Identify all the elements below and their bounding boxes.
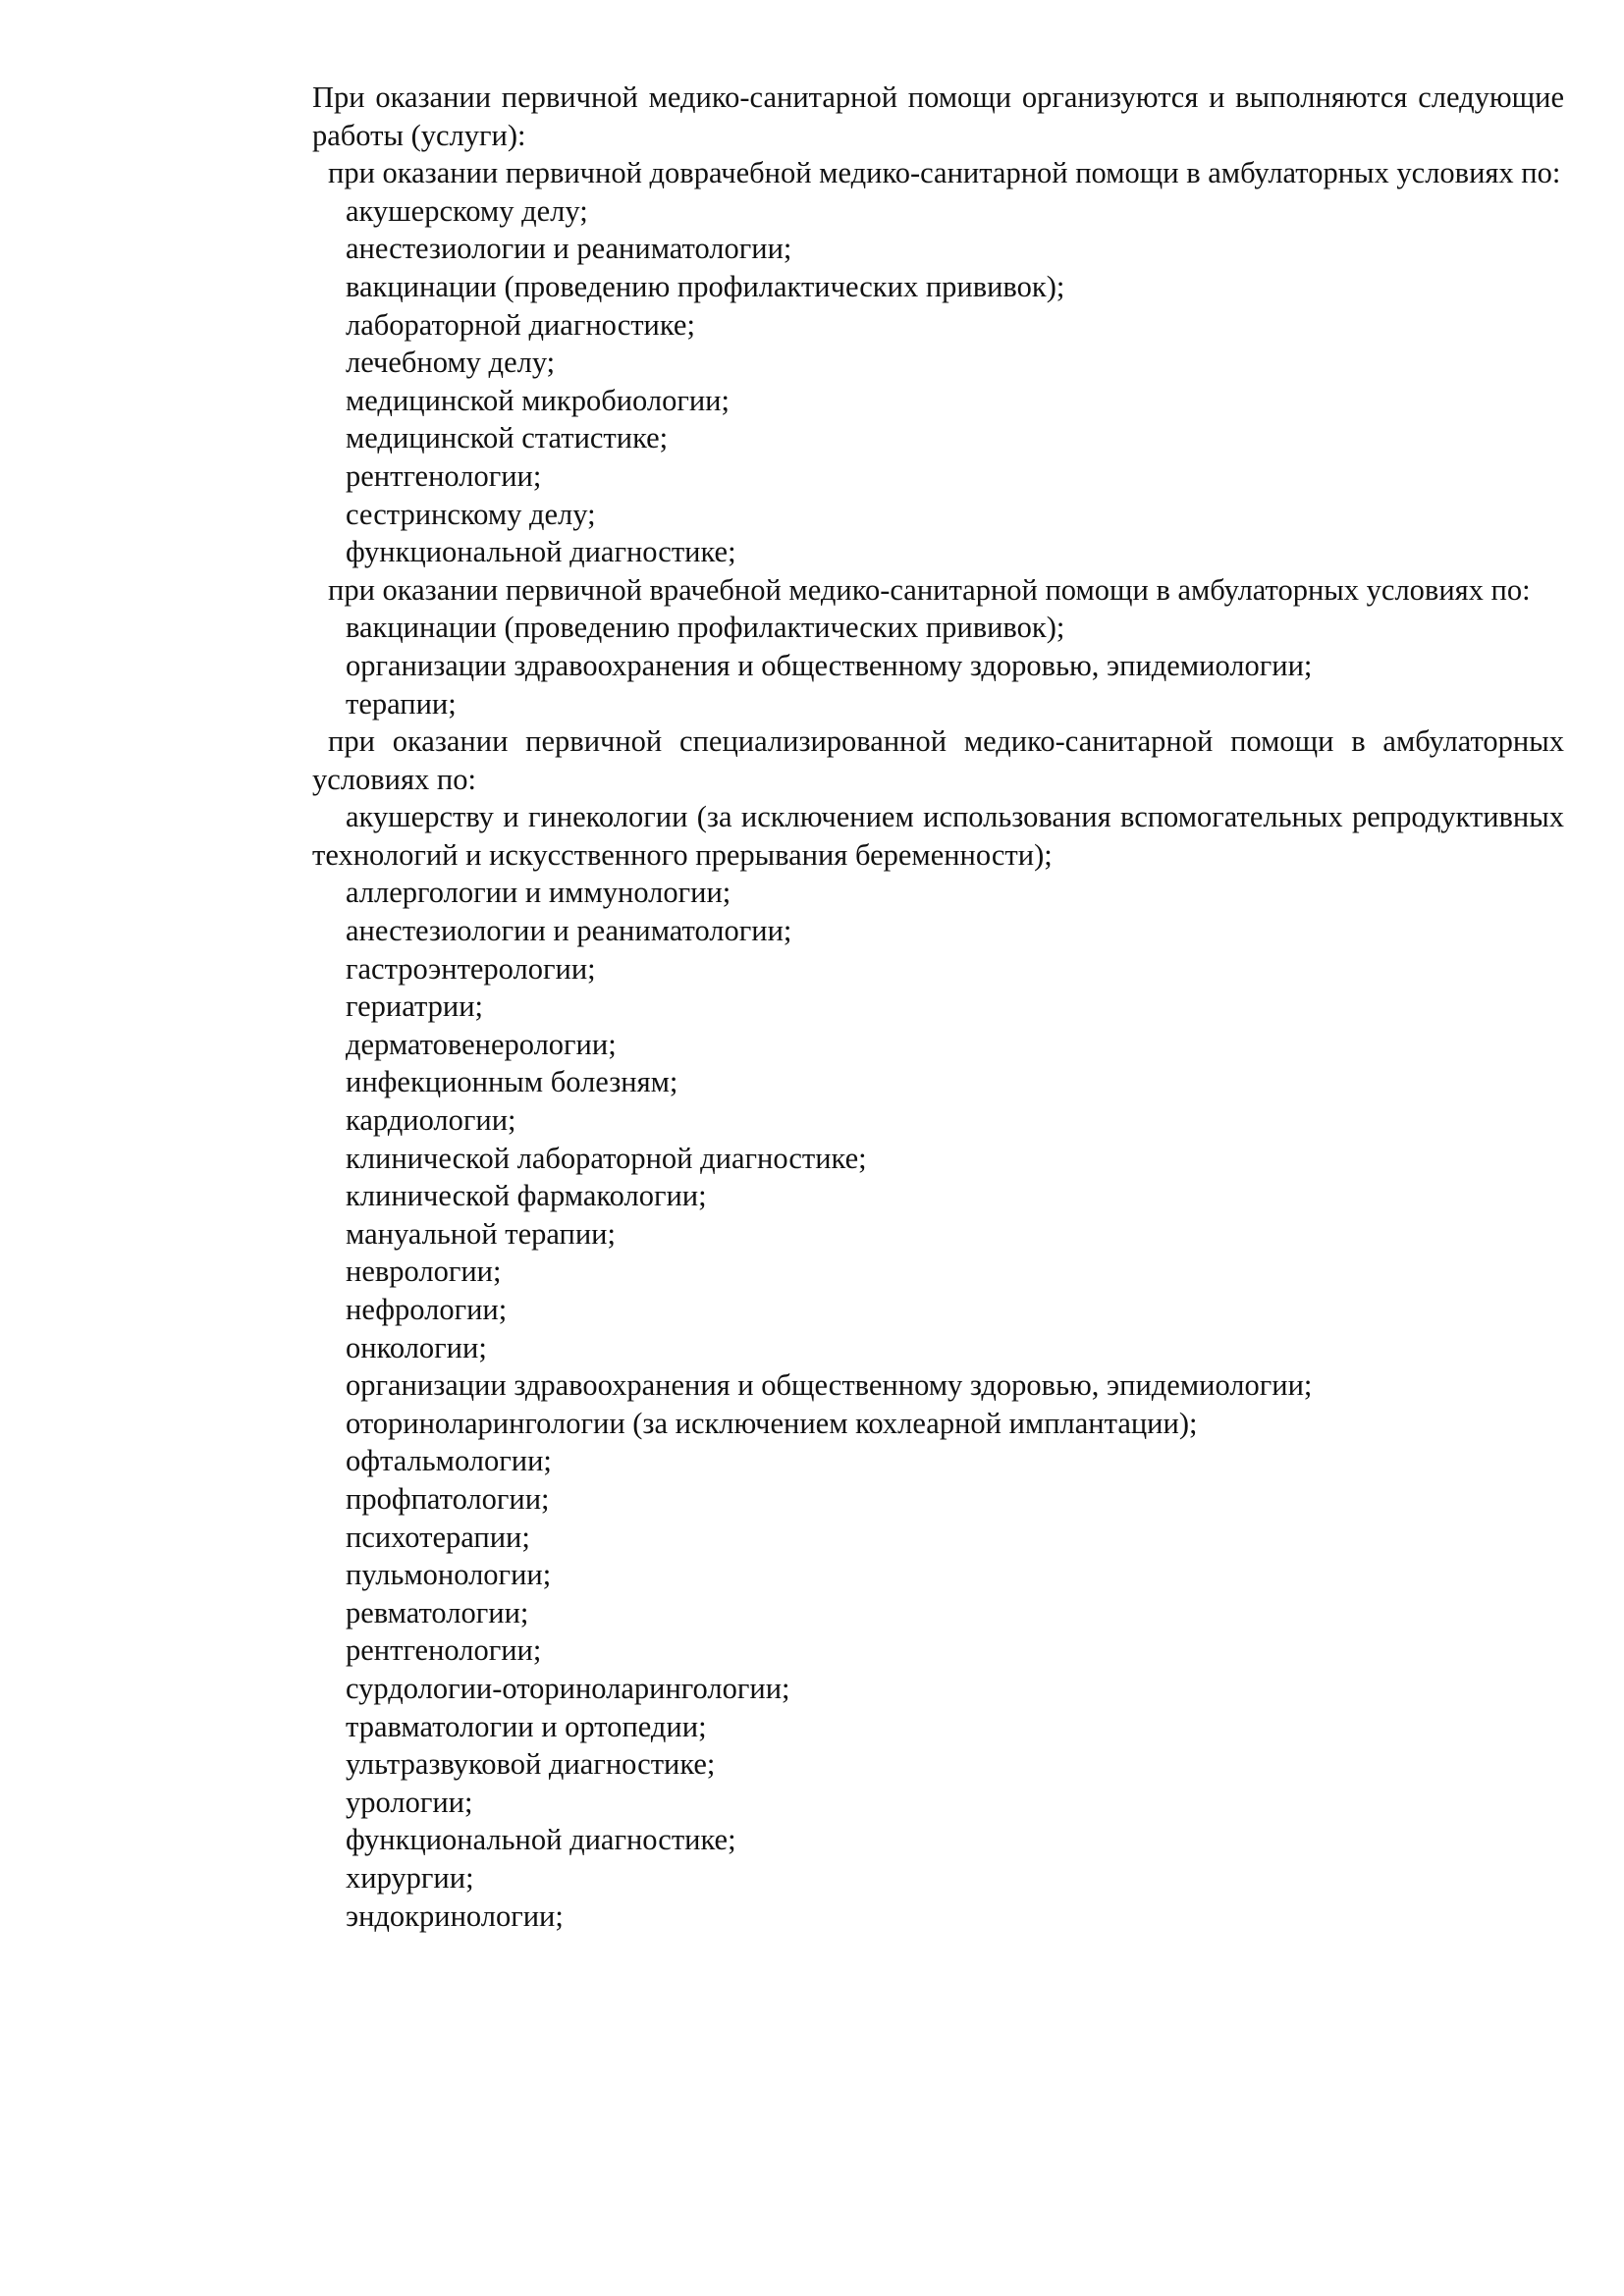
list-item: хирургии; <box>346 1860 474 1895</box>
list-item: рентгенологии; <box>346 458 542 493</box>
list-item: акушерскому делу; <box>346 193 588 228</box>
list-item: кардиологии; <box>346 1103 516 1138</box>
document-page <box>312 79 1564 1935</box>
list-item: рентгенологии; <box>346 1633 542 1668</box>
list-item: гастроэнтерологии; <box>346 951 596 986</box>
list-item: организации здравоохранения и общественному здоровью, эпидемиологии; <box>346 648 1313 682</box>
list-item: клинической фармакологии; <box>346 1179 707 1213</box>
list-item: гериатрии; <box>346 989 484 1024</box>
list-item: урологии; <box>346 1785 473 1819</box>
list-item: оториноларингологии (за исключением кохлеарной имплантации); <box>346 1406 1198 1440</box>
intro-paragraph: При оказании первичной медико-санитарной помощи организуются и выполняются следующие работы (услуги): <box>312 80 1564 152</box>
list-item: лабораторной диагностике; <box>346 307 695 342</box>
list-item: дерматовенерологии; <box>346 1027 617 1061</box>
group-predoctor <box>312 154 1564 571</box>
group-heading: при оказании первичной специализированной медико-санитарной помощи в амбулаторных условиях по: <box>312 724 1564 796</box>
list-item: вакцинации (проведению профилактических прививок); <box>346 611 1065 645</box>
list-item: лечебному делу; <box>346 346 556 380</box>
list-item: пульмонологии; <box>346 1558 552 1592</box>
list-item: анестезиологии и реаниматологии; <box>346 914 792 948</box>
list-item: вакцинации (проведению профилактических прививок); <box>346 269 1065 303</box>
list-item: эндокринологии; <box>346 1898 564 1933</box>
list-item: аллергологии и иммунологии; <box>346 876 731 910</box>
list-item: онкологии; <box>346 1330 487 1364</box>
list-item: профпатологии; <box>346 1481 550 1516</box>
list-item: клинической лабораторной диагностике; <box>346 1141 867 1175</box>
list-item: травматологии и ортопедии; <box>346 1709 707 1743</box>
list-item: акушерству и гинекологии (за исключением использования вспомогательных репродуктивных технологий и искусственного прерывания беременности); <box>312 800 1564 872</box>
group-specialized <box>312 722 1564 1935</box>
list-item: медицинской статистике; <box>346 421 669 455</box>
list-item: ревматологии; <box>346 1595 529 1629</box>
list-item: организации здравоохранения и общественному здоровью, эпидемиологии; <box>346 1368 1313 1403</box>
list-item: ультразвуковой диагностике; <box>346 1747 716 1782</box>
list-item: мануальной терапии; <box>346 1216 616 1251</box>
list-item: офтальмологии; <box>346 1444 552 1478</box>
list-item: нефрологии; <box>346 1293 508 1326</box>
group-heading: при оказании первичной доврачебной медико-санитарной помощи в амбулаторных условиях по: <box>328 156 1561 190</box>
list-item: медицинской микробиологии; <box>346 383 730 417</box>
list-item: инфекционным болезням; <box>346 1065 678 1099</box>
list-item: психотерапии; <box>346 1520 530 1554</box>
list-item: неврологии; <box>346 1255 502 1289</box>
list-item: сурдологии-оториноларингологии; <box>346 1671 790 1705</box>
list-item: анестезиологии и реаниматологии; <box>346 232 792 266</box>
list-item: функциональной диагностике; <box>346 535 736 569</box>
list-item: сестринскому делу; <box>346 497 596 531</box>
group-heading: при оказании первичной врачебной медико-санитарной помощи в амбулаторных условиях по: <box>328 572 1531 607</box>
list-item: функциональной диагностике; <box>346 1823 736 1857</box>
list-item: терапии; <box>346 686 457 721</box>
group-doctor <box>312 571 1564 722</box>
